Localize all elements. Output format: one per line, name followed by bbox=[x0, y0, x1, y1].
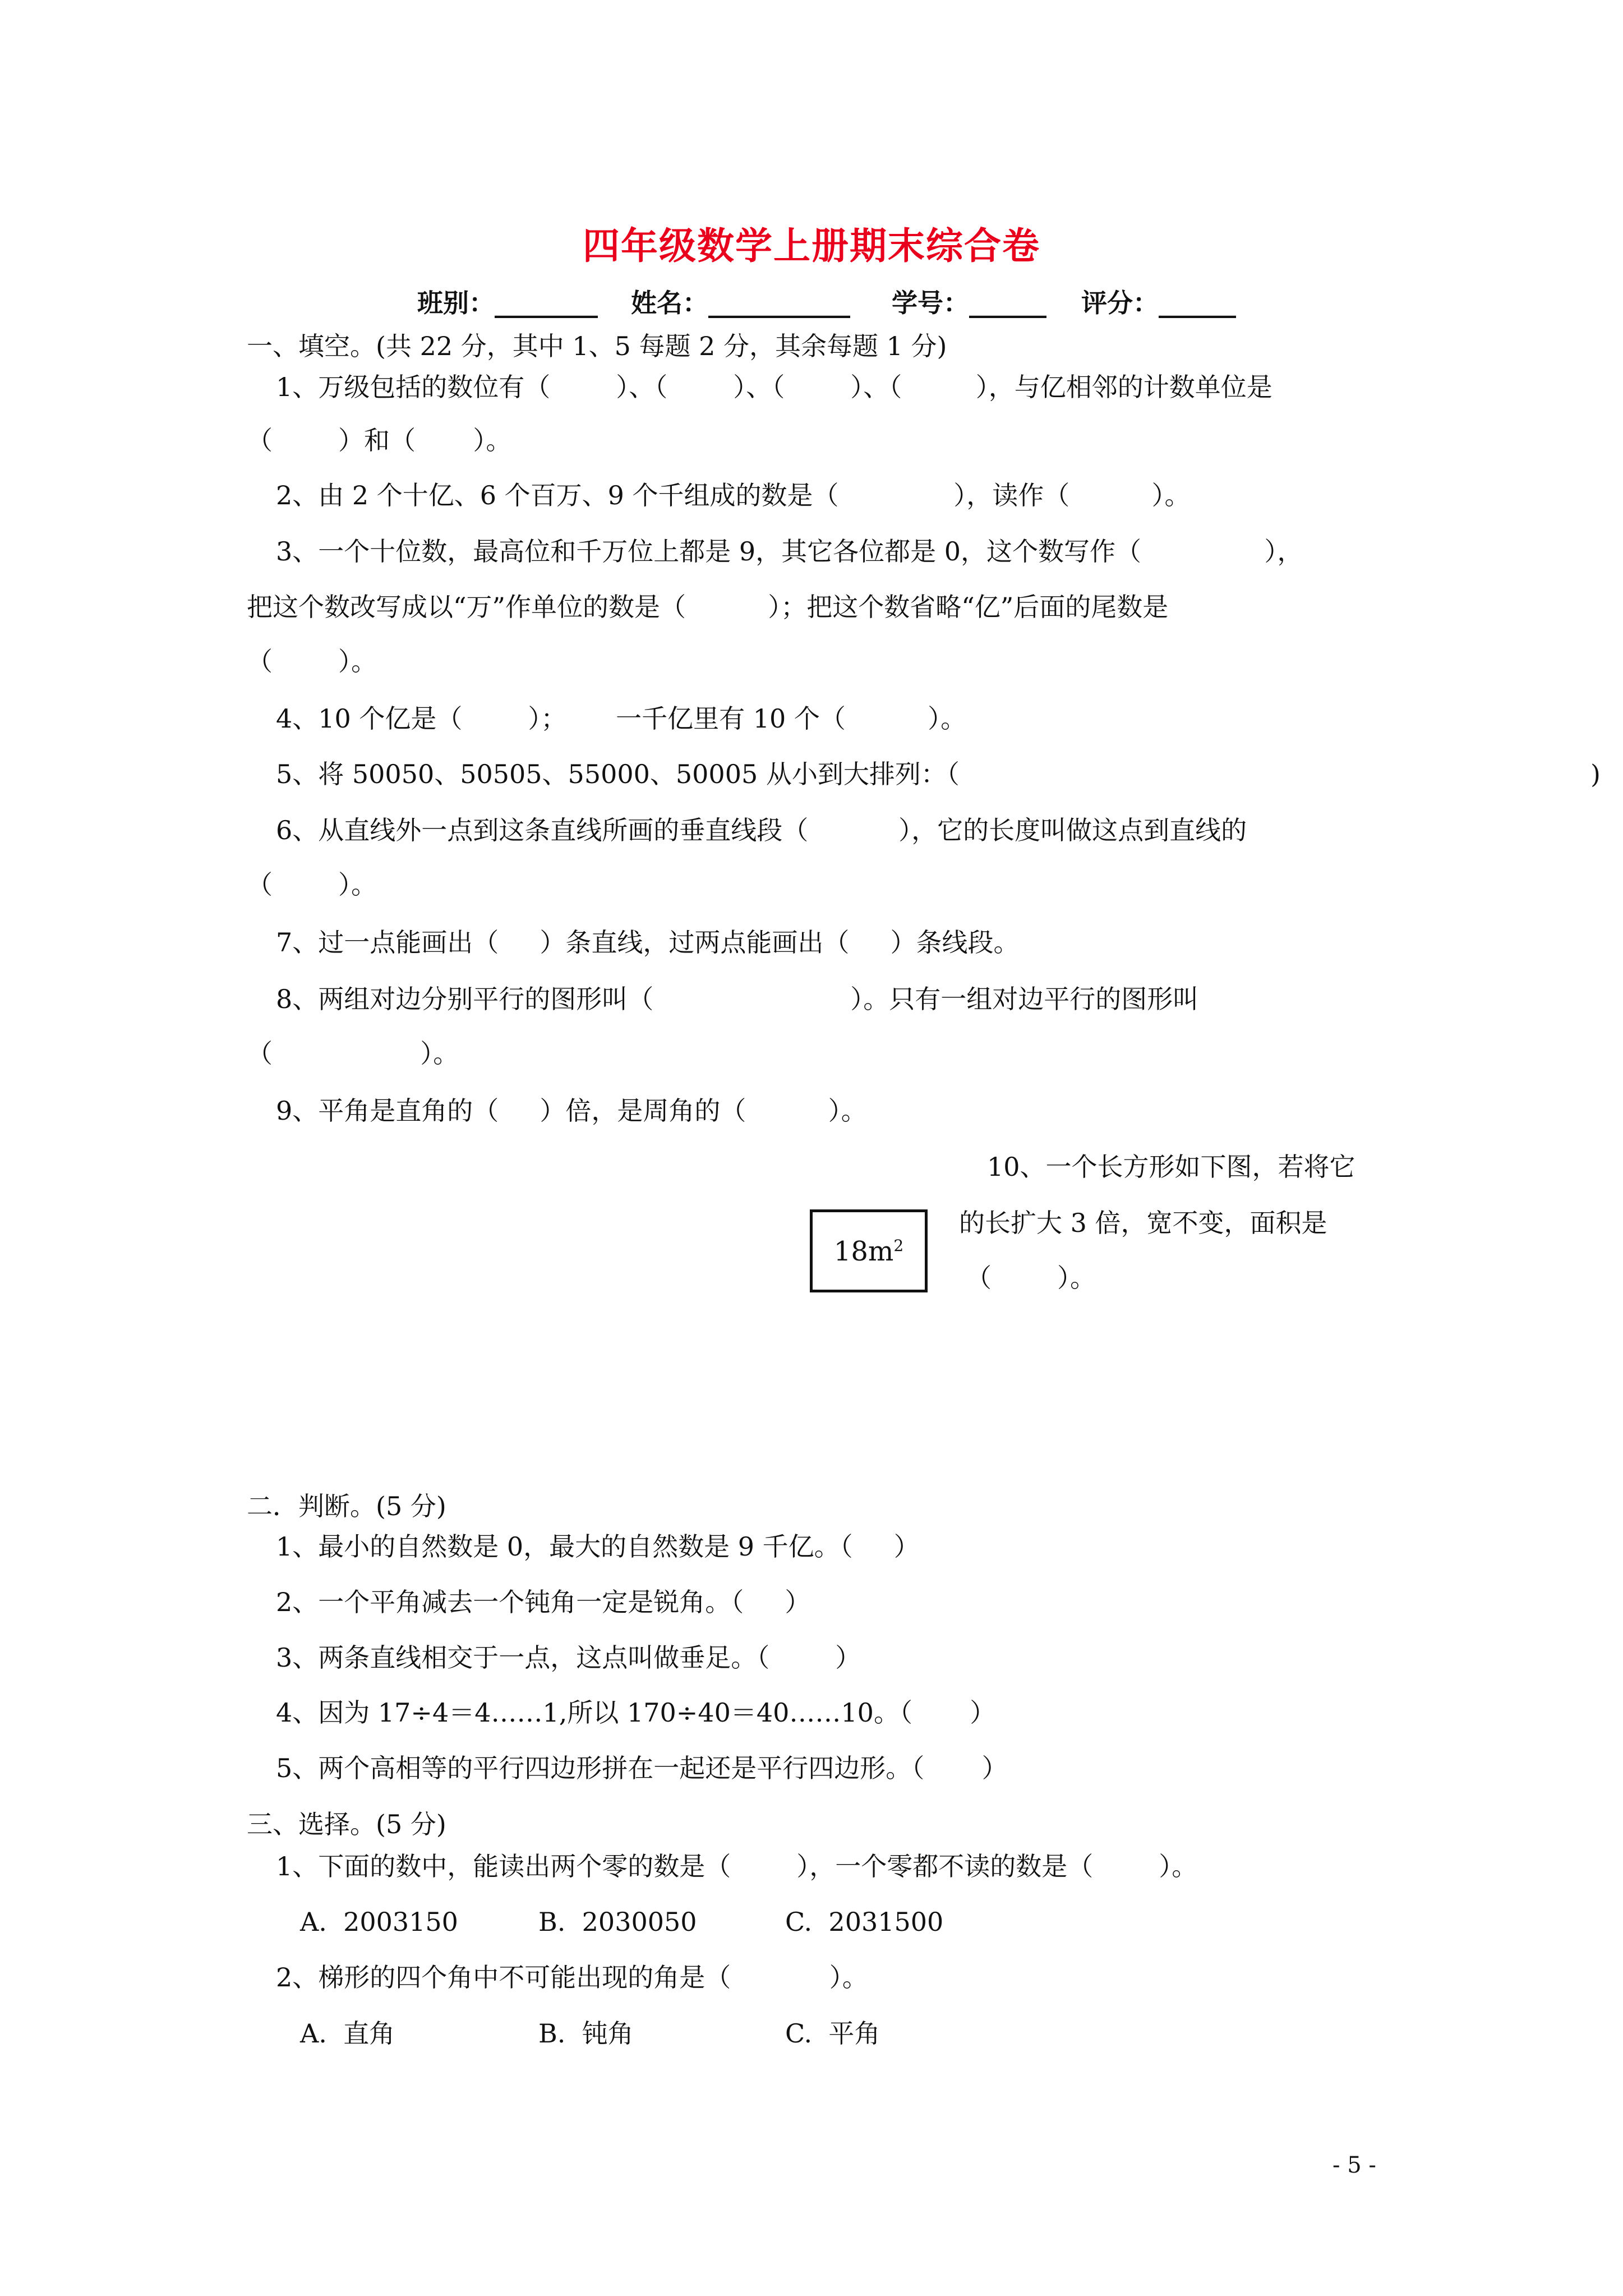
choice-q2-option-c: C. 平角 bbox=[785, 2018, 880, 2049]
choice-q2-option-b: B. 钝角 bbox=[538, 2018, 634, 2049]
score-field: 评分：______ bbox=[1081, 288, 1236, 318]
student-number-field: 学号：______ bbox=[892, 288, 1046, 318]
rectangle-figure bbox=[810, 1209, 928, 1292]
q7-line: 7、过一点能画出（ ）条直线，过两点能画出（ ）条线段。 bbox=[276, 927, 1020, 958]
q5-line: 5、将 50050、50505、55000、50005 从小到大排列：（ bbox=[276, 759, 960, 789]
section2-heading: 二．判断。(5 分) bbox=[247, 1491, 446, 1521]
choice-q1-option-c: C. 2031500 bbox=[785, 1907, 944, 1937]
section3-heading: 三、选择。(5 分) bbox=[247, 1809, 446, 1839]
choice-q1-option-a: A. 2003150 bbox=[300, 1907, 458, 1937]
judge-q3: 3、两条直线相交于一点，这点叫做垂足。（ ） bbox=[276, 1642, 861, 1673]
judge-q5: 5、两个高相等的平行四边形拼在一起还是平行四边形。（ ） bbox=[276, 1753, 1008, 1783]
q3-line1: 3、一个十位数，最高位和千万位上都是 9，其它各位都是 0，这个数写作（ ）， bbox=[276, 536, 1303, 567]
class-field: 班别：________ bbox=[417, 288, 598, 318]
q1-line2: （ ）和（ ）。 bbox=[247, 425, 512, 455]
q8-line2: （ ）。 bbox=[247, 1038, 459, 1069]
q3-line2: 把这个数改写成以“万”作单位的数是（ ）；把这个数省略“亿”后面的尾数是 bbox=[247, 592, 1169, 622]
q8-line1: 8、两组对边分别平行的图形叫（ ）。只有一组对边平行的图形叫 bbox=[276, 984, 1199, 1014]
q1-line1: 1、万级包括的数位有（ ）、（ ）、（ ）、（ ），与亿相邻的计数单位是 bbox=[276, 372, 1272, 402]
q3-line3: （ ）。 bbox=[247, 646, 377, 677]
choice-q1-option-b: B. 2030050 bbox=[538, 1907, 697, 1937]
q6-line1: 6、从直线外一点到这条直线所画的垂直线段（ ），它的长度叫做这点到直线的 bbox=[276, 815, 1247, 845]
q4-line: 4、10 个亿是（ ）； 一千亿里有 10 个（ ）。 bbox=[276, 703, 967, 734]
q6-line2: （ ）。 bbox=[247, 869, 377, 900]
rectangle-area-label: $18m^2$ bbox=[833, 1236, 904, 1267]
q9-line: 9、平角是直角的（ ）倍，是周角的（ ）。 bbox=[276, 1096, 867, 1126]
section1-heading: 一、填空。(共 22 分，其中 1、5 每题 2 分，其余每题 1 分) bbox=[247, 331, 947, 361]
q10-line2: 的长扩大 3 倍，宽不变，面积是 bbox=[959, 1208, 1327, 1238]
judge-q4: 4、因为 17÷4＝4……1,所以 170÷40＝40……10。（ ） bbox=[276, 1697, 996, 1728]
q10-line1: 10、一个长方形如下图，若将它 bbox=[987, 1152, 1355, 1182]
choice-q1: 1、下面的数中，能读出两个零的数是（ ），一个零都不读的数是（ ）。 bbox=[276, 1851, 1198, 1881]
page-number: - 5 - bbox=[1332, 2152, 1376, 2178]
choice-q2-option-a: A. 直角 bbox=[300, 2018, 395, 2049]
name-field: 姓名：___________ bbox=[631, 288, 850, 318]
page-title: 四年级数学上册期末综合卷 bbox=[583, 224, 1040, 268]
q10-line3: （ ）。 bbox=[966, 1263, 1096, 1293]
choice-q2: 2、梯形的四个角中不可能出现的角是（ ）。 bbox=[276, 1962, 868, 1993]
judge-q2: 2、一个平角减去一个钝角一定是锐角。（ ） bbox=[276, 1587, 811, 1617]
judge-q1: 1、最小的自然数是 0，最大的自然数是 9 千亿。（ ） bbox=[276, 1531, 920, 1562]
q2-line: 2、由 2 个十亿、6 个百万、9 个千组成的数是（ ），读作（ ）。 bbox=[276, 480, 1191, 510]
q5-closing-paren: ) bbox=[1590, 759, 1601, 789]
